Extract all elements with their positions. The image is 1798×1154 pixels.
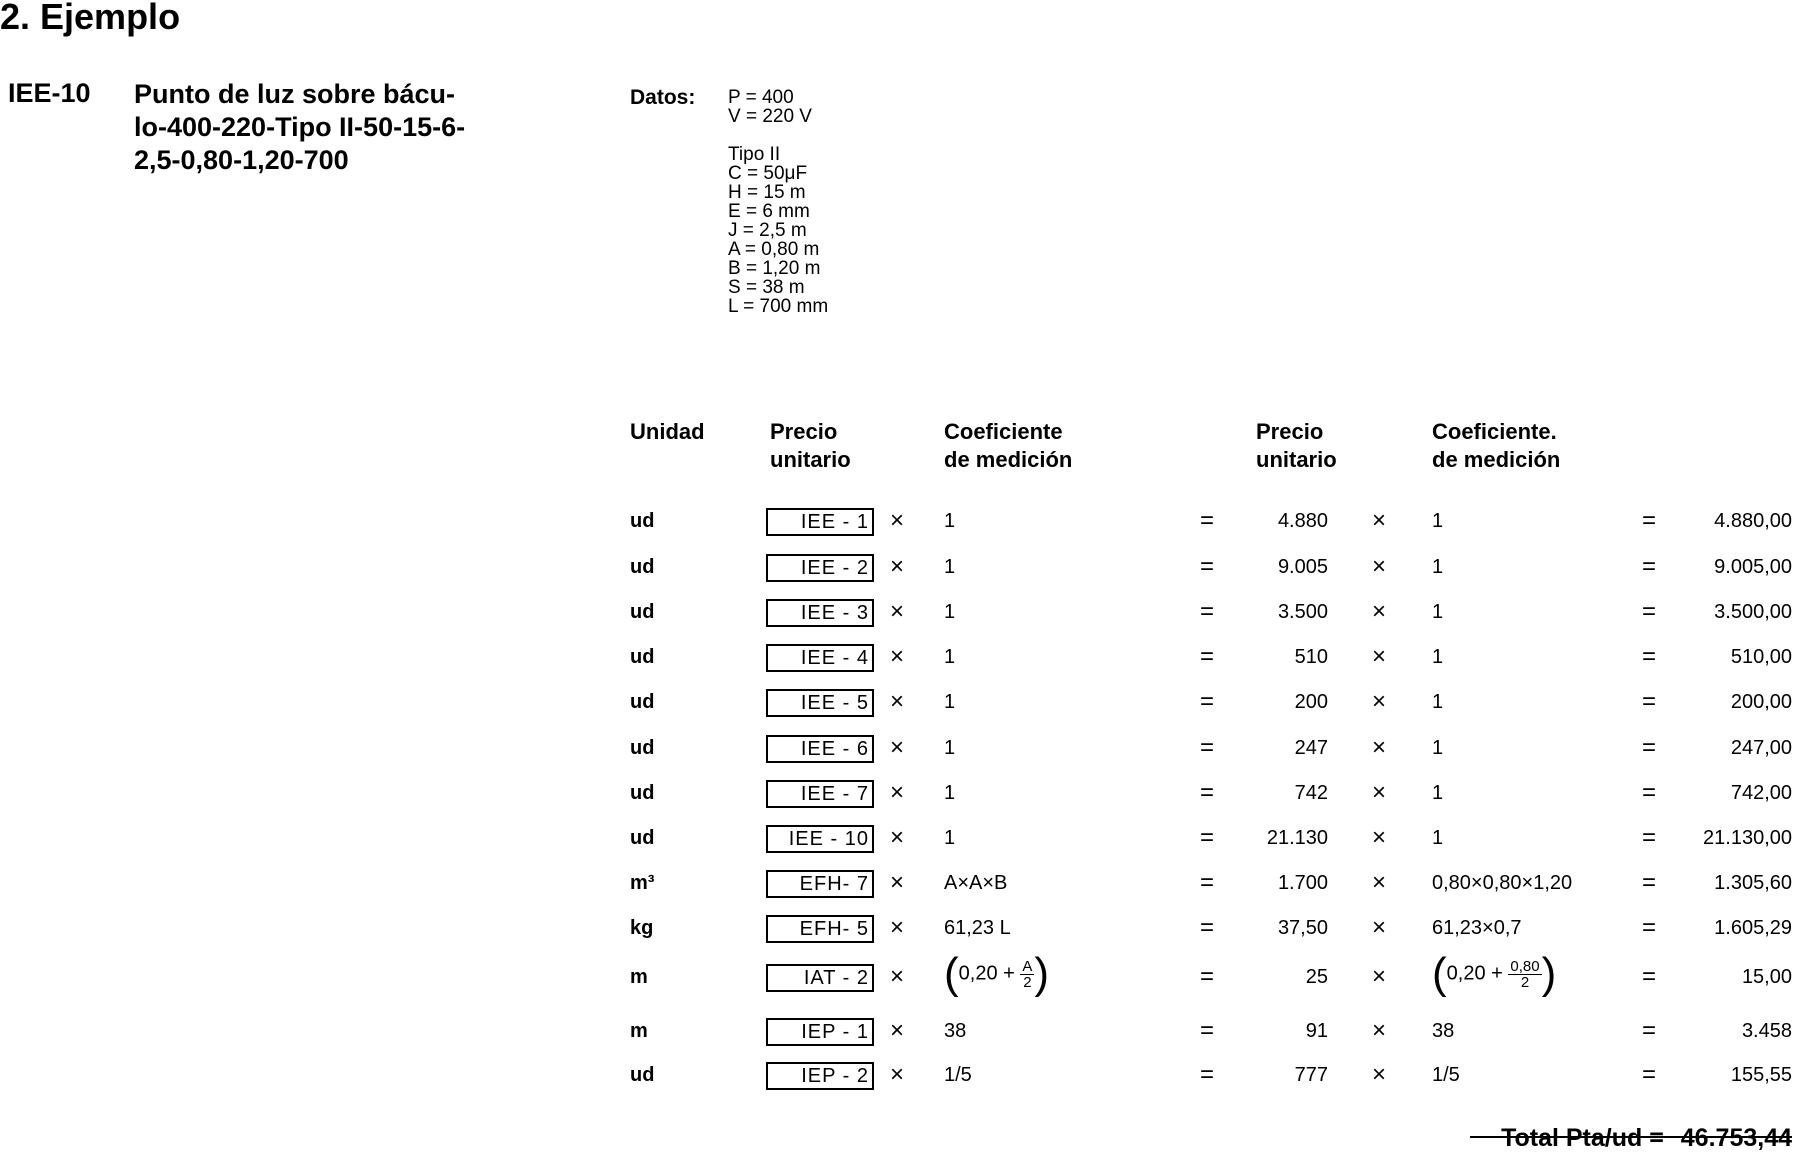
datos-line: J = 2,5 m [728,220,807,241]
times-sign: × [890,1061,905,1088]
row-total: 247,00 [1730,737,1792,759]
table-row [0,949,1798,998]
coef-value-text: 1 [1432,556,1444,578]
row-total: 1.305,60 [1714,872,1792,894]
price-reference-box: IEP - 2 [766,1062,874,1090]
equals-sign: = [1200,688,1215,715]
times-sign: × [1372,779,1387,806]
times-sign: × [890,553,905,580]
coef-formula-text: 1 [944,510,956,532]
datos-list [728,88,828,316]
times-sign: × [1372,824,1387,851]
datos-line: P = 400 [728,87,794,108]
equals-sign: = [1642,553,1657,580]
equals-sign: = [1200,779,1215,806]
price-reference-box: IAT - 2 [766,964,874,992]
coef-formula-text: 1 [944,737,956,759]
header-line: Coeficiente. [1432,419,1557,444]
equals-sign: = [1642,914,1657,941]
coef-formula-text: 38 [944,1020,967,1042]
table-row [0,1056,1798,1096]
price-reference-box: IEE - 2 [766,554,874,582]
equals-sign: = [1642,824,1657,851]
coef-formula-text: 1 [944,601,956,623]
coef-prefix: 0,20 + [958,962,1015,985]
row-total: 155,55 [1730,1064,1792,1086]
row-total: 21.130,00 [1703,827,1792,849]
header-line: de medición [944,447,1073,472]
unit-price: 1.700 [1277,872,1328,894]
datos-line: E = 6 mm [728,201,810,222]
times-sign: × [1372,598,1387,625]
coef-value-text: 1 [1432,646,1444,668]
coef-value-text: 1 [1432,691,1444,713]
equals-sign: = [1200,598,1215,625]
times-sign: × [890,734,905,761]
total-row [1501,1124,1792,1153]
coef-value [1432,646,1443,669]
times-sign: × [890,643,905,670]
equals-sign: = [1200,824,1215,851]
paren-close: ) [1541,949,1557,998]
coef-value-text: 1/5 [1432,1064,1460,1086]
unit-price: 4.880 [1277,510,1328,532]
table-row [0,683,1798,723]
price-reference-box: IEE - 10 [766,825,874,853]
coef-formula [944,827,955,850]
coef-value [1432,601,1443,624]
coef-formula-text: 1/5 [944,1064,972,1086]
table-row [0,819,1798,859]
coef-value [1432,782,1443,805]
description-line: Punto de luz sobre bácu- [134,79,456,109]
coef-value-text: 1 [1432,601,1444,623]
times-sign: × [890,598,905,625]
coef-formula [944,691,955,714]
times-sign: × [890,914,905,941]
fraction-numerator: 0,80 [1510,957,1540,975]
unit-price: 200 [1294,691,1328,713]
times-sign: × [1372,963,1387,990]
equals-sign: = [1200,1017,1215,1044]
price-reference-box: IEE - 7 [766,780,874,808]
equals-sign: = [1642,779,1657,806]
paren-open: ( [1432,949,1447,998]
item-description [134,78,465,177]
coef-formula [944,1064,972,1087]
datos-line: S = 38 m [728,277,805,298]
times-sign: × [890,507,905,534]
unit-price: 510 [1294,646,1328,668]
description-line: 2,5-0,80-1,20-700 [134,145,349,175]
equals-sign: = [1200,914,1215,941]
times-sign: × [890,1017,905,1044]
coef-value [1432,827,1443,850]
coef-value-prefix: 0,20 + [1446,962,1503,985]
fraction-denominator: 2 [1520,973,1530,991]
coef-value [1432,691,1443,714]
price-reference-box: IEE - 3 [766,599,874,627]
unit-price: 25 [1305,966,1328,988]
datos-line: A = 0,80 m [728,239,820,260]
paren-close: ) [1034,949,1050,998]
price-reference-box: EFH- 7 [766,870,874,898]
header-line: unitario [770,447,851,472]
datos-line: V = 220 V [728,106,812,127]
coef-value [1432,872,1572,895]
times-sign: × [890,688,905,715]
table-row [0,502,1798,542]
equals-sign: = [1642,734,1657,761]
row-unit: m³ [630,872,655,894]
row-total: 742,00 [1730,782,1792,804]
section-title: 2. Ejemplo [0,0,181,37]
coef-value [1432,510,1443,533]
coef-formula-text: 1 [944,827,956,849]
datos-line: H = 15 m [728,182,806,203]
coef-value [1432,737,1443,760]
equals-sign: = [1200,553,1215,580]
coef-formula [944,782,955,805]
row-unit: m [630,966,648,988]
unit-price: 9.005 [1277,556,1328,578]
header-line: Coeficiente [944,419,1063,444]
total-value: 46.753,44 [1680,1124,1792,1152]
equals-sign: = [1200,1061,1215,1088]
equals-sign: = [1642,963,1657,990]
row-total: 3.500,00 [1714,601,1792,623]
coef-formula [944,601,955,624]
coef-formula [944,646,955,669]
coef-value-fraction [1508,959,1541,990]
coef-formula [944,556,955,579]
header-precio-unitario-2 [1256,418,1337,474]
price-reference-box: IEE - 6 [766,735,874,763]
paren-open: ( [944,949,959,998]
times-sign: × [890,869,905,896]
coef-formula [944,737,955,760]
row-unit: ud [630,510,655,532]
unit-price: 742 [1294,782,1328,804]
equals-sign: = [1642,1017,1657,1044]
description-line: lo-400-220-Tipo II-50-15-6- [134,112,466,142]
header-line: Precio [1256,419,1324,444]
table-row [0,638,1798,678]
datos-line: B = 1,20 m [728,258,821,279]
coef-formula [944,1020,966,1043]
times-sign: × [1372,507,1387,534]
row-unit: ud [630,556,655,578]
coef-value [1432,556,1443,579]
times-sign: × [890,824,905,851]
price-reference-box: IEP - 1 [766,1018,874,1046]
row-total: 200,00 [1730,691,1792,713]
header-line: de medición [1432,447,1561,472]
coef-value-text: 0,80×0,80×1,20 [1432,872,1573,894]
coef-formula [944,917,1011,940]
coef-formula-text: 1 [944,556,956,578]
datos-line: L = 700 mm [728,296,829,317]
datos-line: Tipo II [728,144,781,165]
times-sign: × [1372,914,1387,941]
price-reference-box: IEE - 1 [766,508,874,536]
row-unit: ud [630,691,655,713]
coef-formula-text: A×A×B [944,872,1008,894]
times-sign: × [890,963,905,990]
row-unit: ud [630,782,655,804]
price-reference-box: EFH- 5 [766,915,874,943]
row-unit: ud [630,1064,655,1086]
equals-sign: = [1200,507,1215,534]
row-total: 3.458 [1741,1020,1792,1042]
times-sign: × [1372,1061,1387,1088]
header-coeficiente-1 [944,418,1072,474]
equals-sign: = [1642,643,1657,670]
table-row [0,864,1798,904]
coef-formula-text: 1 [944,691,956,713]
coef-value-text: 61,23×0,7 [1432,917,1522,939]
coef-value [1432,1064,1460,1087]
coef-formula [944,949,1050,998]
coef-value [1432,1020,1454,1043]
unit-price: 3.500 [1277,601,1328,623]
unit-price: 21.130 [1266,827,1328,849]
equals-sign: = [1642,598,1657,625]
times-sign: × [1372,688,1387,715]
row-total: 9.005,00 [1714,556,1792,578]
datos-label: Datos: [630,86,696,109]
row-unit: ud [630,827,655,849]
unit-price: 91 [1305,1020,1328,1042]
coef-formula-text: 61,23 L [944,917,1011,939]
fraction-numerator: A [1022,957,1033,975]
equals-sign: = [1642,869,1657,896]
header-line: Precio [770,419,838,444]
table-row [0,909,1798,949]
coef-value-text: 1 [1432,737,1444,759]
row-total: 510,00 [1730,646,1792,668]
equals-sign: = [1200,734,1215,761]
times-sign: × [1372,1017,1387,1044]
header-coeficiente-2 [1432,418,1560,474]
coef-formula-text: 1 [944,646,956,668]
times-sign: × [890,779,905,806]
price-reference-box: IEE - 4 [766,644,874,672]
fraction-denominator: 2 [1023,973,1032,991]
table-row [0,593,1798,633]
equals-sign: = [1642,688,1657,715]
equals-sign: = [1200,869,1215,896]
coef-formula [944,510,955,533]
equals-sign: = [1200,643,1215,670]
total-label: Total Pta/ud = [1501,1124,1664,1152]
coef-formula-text: 1 [944,782,956,804]
table-row [0,774,1798,814]
coef-value-text: 38 [1432,1020,1455,1042]
equals-sign: = [1642,507,1657,534]
times-sign: × [1372,734,1387,761]
row-total: 1.605,29 [1714,917,1792,939]
coef-fraction [1020,959,1034,990]
coef-formula [944,872,1007,895]
price-reference-box: IEE - 5 [766,689,874,717]
times-sign: × [1372,643,1387,670]
coef-value-text: 1 [1432,510,1444,532]
table-row [0,729,1798,769]
unit-price: 37,50 [1277,917,1328,939]
unit-price: 777 [1294,1064,1328,1086]
datos-line [728,126,828,145]
coef-value [1432,917,1522,940]
datos-line: C = 50μF [728,163,808,184]
equals-sign: = [1642,1061,1657,1088]
row-unit: m [630,1020,648,1042]
table-row [0,548,1798,588]
unit-price: 247 [1294,737,1328,759]
coef-value-text: 1 [1432,782,1444,804]
header-line: unitario [1256,447,1337,472]
equals-sign: = [1200,963,1215,990]
coef-value [1432,949,1557,998]
coef-value-text: 1 [1432,827,1444,849]
times-sign: × [1372,869,1387,896]
times-sign: × [1372,553,1387,580]
row-total: 15,00 [1741,966,1792,988]
header-unidad: Unidad [630,419,705,444]
header-precio-unitario-1 [770,418,851,474]
table-row [0,1012,1798,1052]
row-unit: kg [630,917,654,939]
row-unit: ud [630,601,655,623]
row-unit: ud [630,737,655,759]
row-total: 4.880,00 [1714,510,1792,532]
item-code: IEE-10 [8,78,91,108]
row-unit: ud [630,646,655,668]
